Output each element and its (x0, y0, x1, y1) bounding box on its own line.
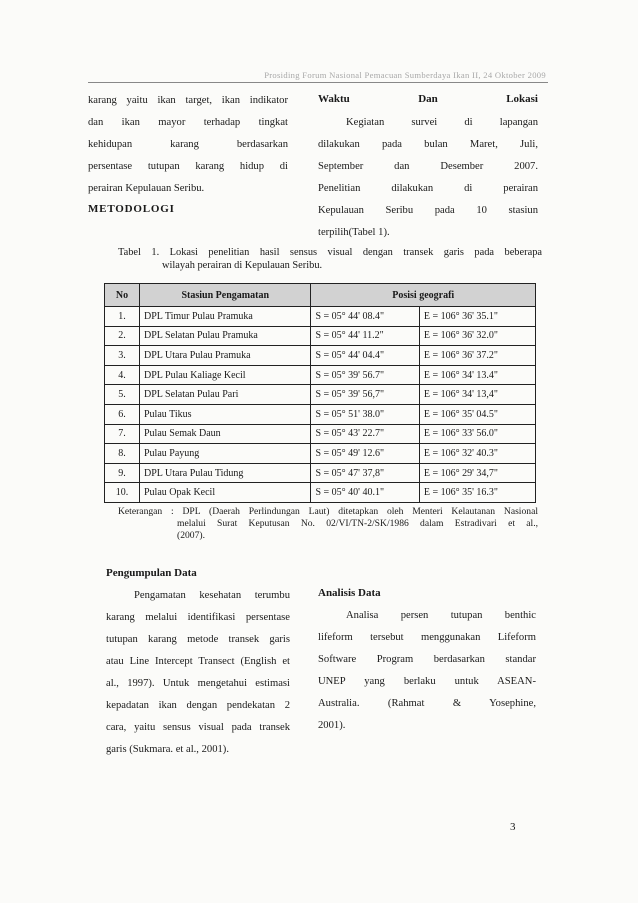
table-row (105, 346, 536, 366)
caption-line: Tabel 1. Lokasi penelitian hasil sensus visual dengan transek garis pada beberapa (118, 247, 542, 258)
latitude: S = 05° 39' 56,7" (311, 385, 419, 405)
text-line: tutupan karang metode transek garis (106, 634, 290, 645)
table-caption (118, 246, 542, 272)
note-line: (2007). (177, 530, 205, 541)
table-row (105, 404, 536, 424)
table-row (105, 307, 536, 327)
text-line: Analisa persen tutupan benthic (346, 610, 536, 621)
row-number: 6. (105, 404, 140, 424)
latitude: S = 05° 44' 04.4" (311, 346, 419, 366)
text-line: lifeform tersebut menggunakan Lifeform (318, 632, 536, 643)
latitude: S = 05° 39' 56.7" (311, 365, 419, 385)
row-number: 9. (105, 463, 140, 483)
row-number: 10. (105, 483, 140, 503)
station-name: Pulau Payung (140, 444, 311, 464)
station-name: Pulau Semak Daun (140, 424, 311, 444)
page-number: 3 (510, 821, 516, 833)
station-name: Pulau Opak Kecil (140, 483, 311, 503)
header-position: Posisi geografi (311, 284, 536, 307)
header-no: No (105, 284, 140, 307)
latitude: S = 05° 47' 37,8" (311, 463, 419, 483)
latitude: S = 05° 44' 11.2" (311, 326, 419, 346)
text-line: Pengamatan kesehatan terumbu (134, 590, 290, 601)
header-station: Stasiun Pengamatan (140, 284, 311, 307)
waktu-lokasi-section (318, 90, 538, 244)
table-row (105, 326, 536, 346)
table-row (105, 365, 536, 385)
station-name: Pulau Tikus (140, 404, 311, 424)
text-line: 2001). (318, 720, 346, 731)
text-line: Penelitian dilakukan di perairan (318, 183, 538, 194)
latitude: S = 05° 44' 08.4" (311, 307, 419, 327)
longitude: E = 106° 35' 16.3" (419, 483, 535, 503)
latitude: S = 05° 49' 12.6" (311, 444, 419, 464)
table-row (105, 463, 536, 483)
station-name: DPL Pulau Kaliage Kecil (140, 365, 311, 385)
caption-line: wilayah perairan di Kepulauan Seribu. (162, 260, 323, 271)
longitude: E = 106° 36' 37.2" (419, 346, 535, 366)
longitude: E = 106° 34' 13.4" (419, 365, 535, 385)
table-header-row (105, 284, 536, 307)
text-line: persentase tutupan karang hidup di (88, 161, 288, 172)
text-line: dan ikan mayor terhadap tingkat (88, 117, 288, 128)
note-line: melalui Surat Keputusan No. 02/VI/TN-2/SK/1986 dalam Estradivari et al., (177, 518, 538, 529)
latitude: S = 05° 51' 38.0" (311, 404, 419, 424)
row-number: 1. (105, 307, 140, 327)
subsection-heading: Pengumpulan Data (106, 567, 197, 579)
text-line: karang melalui identifikasi persentase (106, 612, 290, 623)
longitude: E = 106° 36' 32.0" (419, 326, 535, 346)
station-table (104, 283, 536, 503)
row-number: 5. (105, 385, 140, 405)
text-line: al., 1997). Untuk mengetahui estimasi (106, 678, 290, 689)
row-number: 2. (105, 326, 140, 346)
row-number: 8. (105, 444, 140, 464)
text-line: kepadatan ikan dengan pendekatan 2 (106, 700, 290, 711)
row-number: 3. (105, 346, 140, 366)
latitude: S = 05° 43' 22.7" (311, 424, 419, 444)
text-line: UNEP yang berlaku untuk ASEAN- (318, 676, 536, 687)
station-name: DPL Utara Pulau Pramuka (140, 346, 311, 366)
row-number: 7. (105, 424, 140, 444)
longitude: E = 106° 29' 34,7" (419, 463, 535, 483)
subsection-heading: Waktu Dan Lokasi (318, 93, 538, 105)
table-row (105, 444, 536, 464)
longitude: E = 106° 35' 04.5" (419, 404, 535, 424)
table-row (105, 424, 536, 444)
latitude: S = 05° 40' 40.1" (311, 483, 419, 503)
section-heading-metodologi: METODOLOGI (88, 203, 175, 215)
table-row (105, 483, 536, 503)
text-line: Australia. (Rahmat & Yosephine, (318, 698, 536, 709)
longitude: E = 106° 32' 40.3" (419, 444, 535, 464)
longitude: E = 106° 36' 35.1" (419, 307, 535, 327)
longitude: E = 106° 33' 56.0" (419, 424, 535, 444)
longitude: E = 106° 34' 13,4" (419, 385, 535, 405)
table-note (118, 506, 538, 542)
running-header: Prosiding Forum Nasional Pemacuan Sumberdaya Ikan II, 24 Oktober 2009 (264, 70, 546, 80)
analisis-section (318, 585, 536, 737)
subsection-heading: Analisis Data (318, 587, 381, 599)
station-name: DPL Utara Pulau Tidung (140, 463, 311, 483)
text-line: karang yaitu ikan target, ikan indikator (88, 95, 288, 106)
text-line: Software Program berdasarkan standar (318, 654, 536, 665)
header-rule (88, 82, 548, 83)
station-name: DPL Selatan Pulau Pari (140, 385, 311, 405)
text-line: September dan Desember 2007. (318, 161, 538, 172)
text-line: dilakukan pada bulan Maret, Juli, (318, 139, 538, 150)
station-name: DPL Selatan Pulau Pramuka (140, 326, 311, 346)
text-line: atau Line Intercept Transect (English et (106, 656, 290, 667)
table-row (105, 385, 536, 405)
note-line: Keterangan : DPL (Daerah Perlindungan Laut) ditetapkan oleh Menteri Kelautanan Nasional (118, 506, 538, 517)
text-line: cara, yaitu sensus visual pada transek (106, 722, 290, 733)
station-name: DPL Timur Pulau Pramuka (140, 307, 311, 327)
text-line: Kepulauan Seribu pada 10 stasiun (318, 205, 538, 216)
row-number: 4. (105, 365, 140, 385)
table-body (105, 307, 536, 503)
pengumpulan-section (106, 565, 290, 761)
text-line: terpilih(Tabel 1). (318, 227, 390, 238)
text-line: Kegiatan survei di lapangan (346, 117, 538, 128)
text-line: kehidupan karang berdasarkan (88, 139, 288, 150)
text-line: garis (Sukmara. et al., 2001). (106, 744, 229, 755)
text-line: perairan Kepulauan Seribu. (88, 183, 205, 194)
intro-paragraph (88, 90, 288, 200)
